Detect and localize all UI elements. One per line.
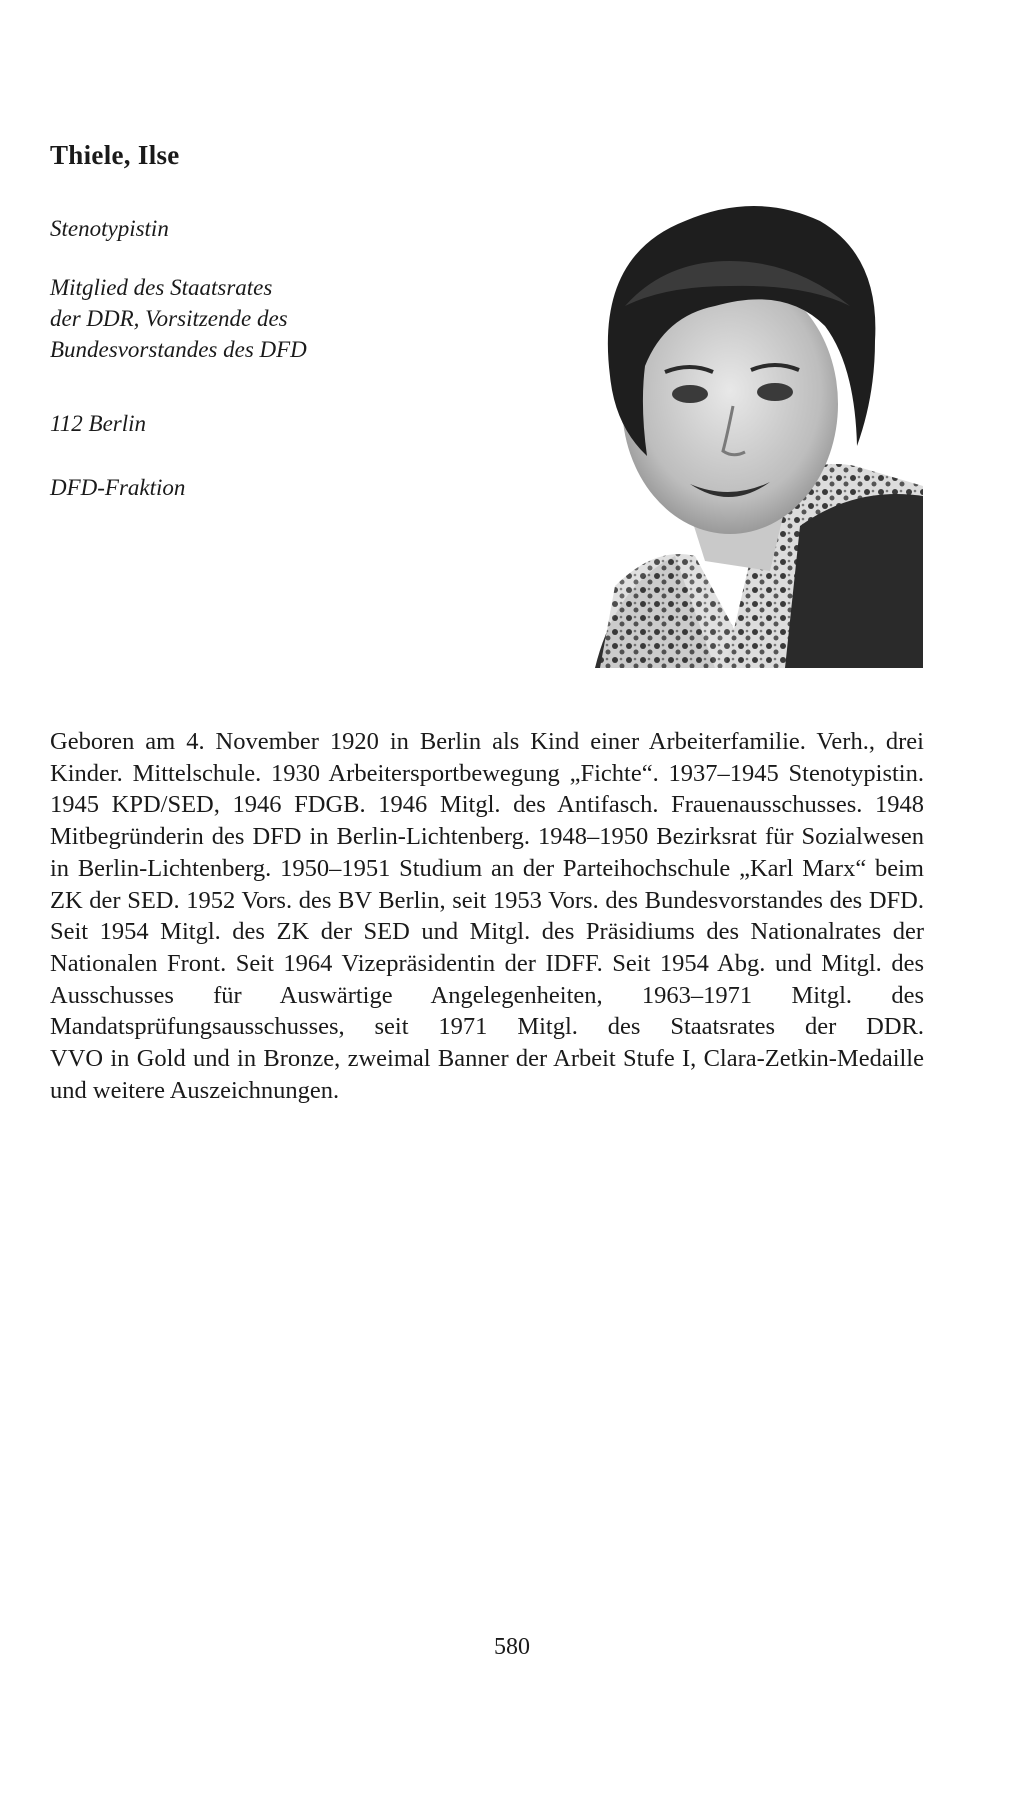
entry-name: Thiele, Ilse [50,140,180,170]
address: 112 Berlin [50,411,147,436]
biography [50,726,924,1106]
functions [50,272,307,365]
biography-paragraph: VVO in Gold und in Bronze, zweimal Banner der Arbeit Stufe I, Clara-Zetkin-Medaille und weitere Auszeichnungen. [50,1045,924,1104]
faction: DFD-Fraktion [50,475,186,500]
functions-line: Mitglied des Staatsrates [50,275,273,300]
biography-paragraph: Geboren am 4. November 1920 in Berlin als Kind einer Arbeiterfamilie. Verh., drei Kinder. Mittelschule. 1930 Arbeitersportbewegung „Fichte“. 1937–1945 Stenotypistin. 1945 KPD/SED, 1946 FDGB. 1946 Mitgl. des Antifasch. Frauenausschusses. 1948 Mitbegründerin des DFD in Berlin-Lichtenberg. 1948–1950 Bezirksrat für Sozialwesen in Berlin-Lichtenberg. 1950–1951 Studium an der Parteihochschule „Karl Marx“ beim ZK der SED. 1952 Vors. des BV Berlin, seit 1953 Vors. des Bundesvorstandes des DFD. Seit 1954 Mitgl. des ZK der SED und Mitgl. des Präsidiums des Nationalrates der Nationalen Front. Seit 1964 Vizepräsidentin der IDFF. Seit 1954 Abg. und Mitgl. des Ausschusses für Auswärtige Angelegenheiten, 1963–1971 Mitgl. des Mandatsprüfungsausschusses, seit 1971 Mitgl. des Staatsrates der DDR. [50,728,924,1041]
page-number: 580 [494,1634,530,1660]
occupation: Stenotypistin [50,216,169,241]
functions-line: der DDR, Vorsitzende des [50,306,288,331]
portrait-photo [555,166,923,668]
functions-line: Bundesvorstandes des DFD [50,337,307,362]
